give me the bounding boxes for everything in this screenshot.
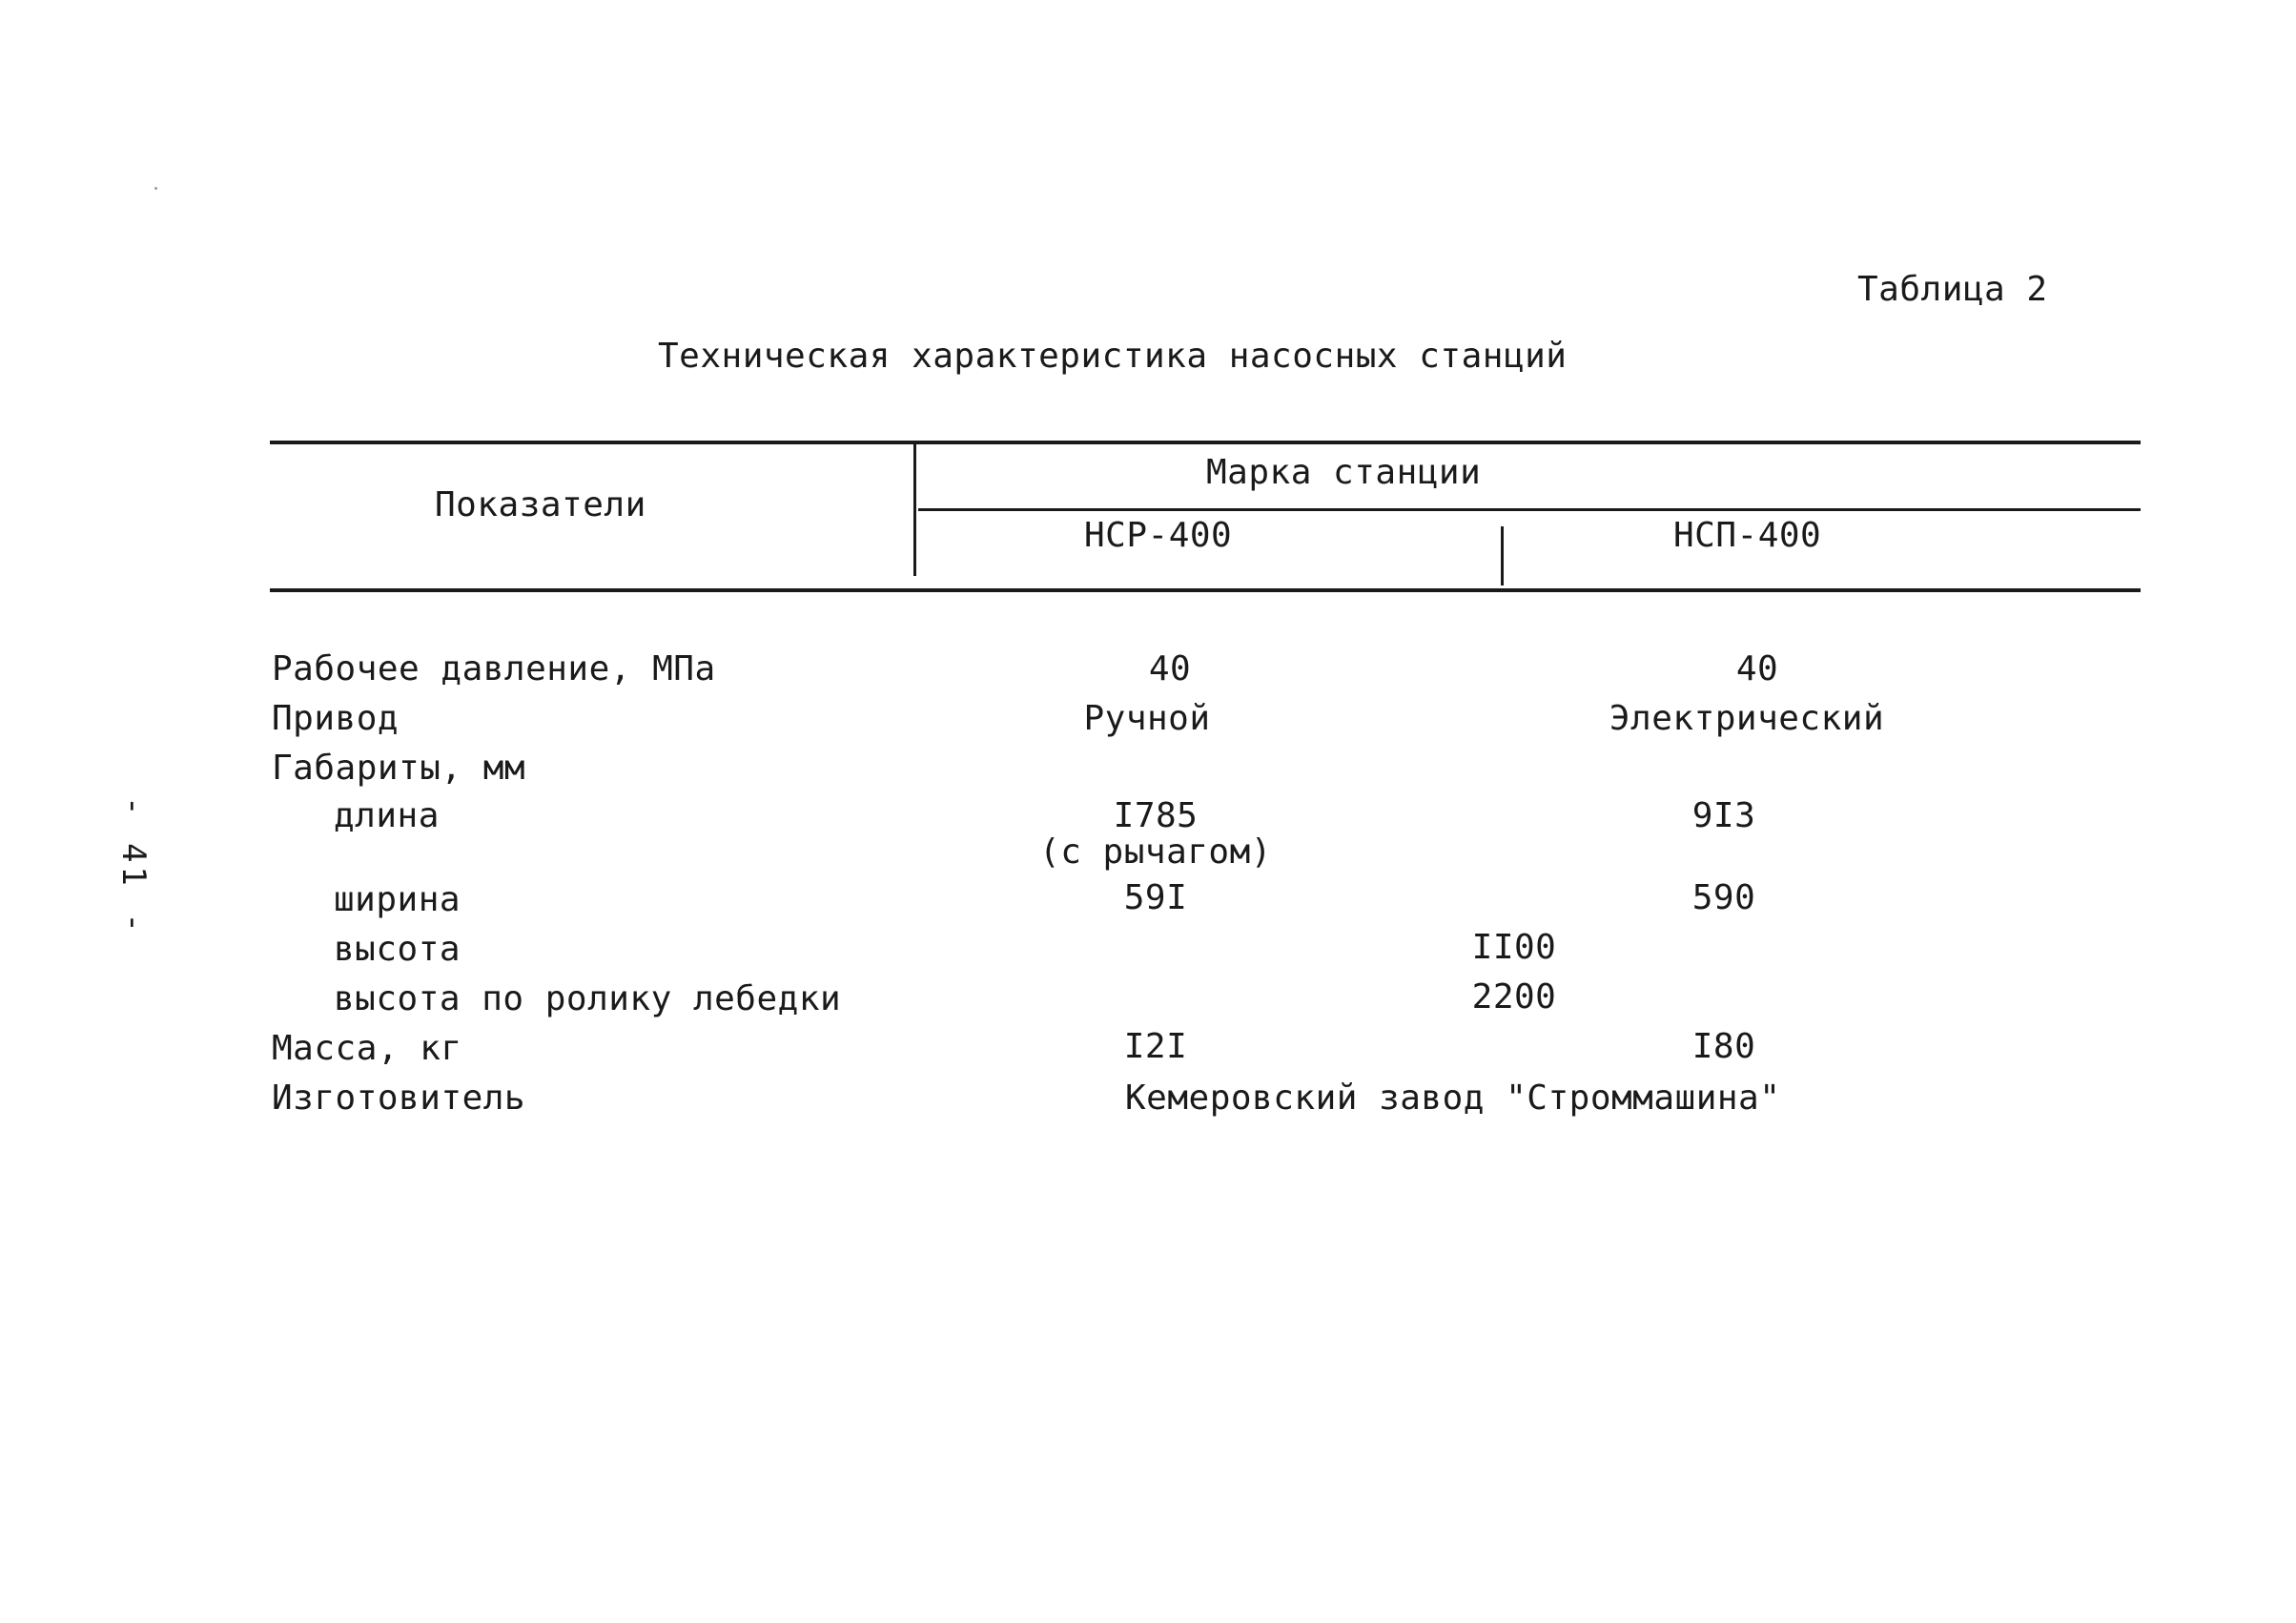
header-mid-rule: [918, 508, 2141, 511]
header-col-divider: [913, 442, 916, 576]
row-length-nsr: I785: [1113, 796, 1199, 835]
row-mass-nsp: I80: [1691, 1027, 1756, 1066]
row-label-pressure: Рабочее давление, МПа: [272, 649, 716, 688]
row-drive-nsp: Электрический: [1609, 699, 1885, 738]
row-pressure-nsr: 40: [1148, 649, 1192, 688]
row-label-mass: Масса, кг: [272, 1029, 462, 1068]
header-col-nsr400: НСР-400: [1084, 516, 1233, 555]
row-label-manufacturer: Изготовитель: [272, 1079, 526, 1118]
row-length-nsp: 9I3: [1691, 796, 1756, 835]
table-title: Техническая характеристика насосных станций: [658, 337, 1568, 376]
header-col-nsp400: НСП-400: [1673, 516, 1822, 555]
header-station-brand: Марка станции: [1206, 453, 1482, 492]
row-label-length: длина: [334, 796, 440, 835]
header-indicators: Показатели: [435, 485, 646, 524]
row-pressure-nsp: 40: [1735, 649, 1779, 688]
row-label-dimensions: Габариты, мм: [272, 749, 526, 788]
header-top-rule: [270, 441, 2141, 444]
row-width-nsp: 590: [1691, 878, 1756, 917]
row-height-roller-common: 2200: [1471, 977, 1557, 1017]
row-manufacturer-common: Кемеровский завод "Строммашина": [1125, 1079, 1781, 1118]
header-subcol-divider: [1501, 526, 1504, 586]
scan-speck: [154, 187, 157, 190]
row-drive-nsr: Ручной: [1083, 699, 1211, 738]
row-length-nsr-note: (с рычагом): [1039, 832, 1272, 872]
row-height-common: II00: [1471, 928, 1557, 967]
row-mass-nsr: I2I: [1123, 1027, 1188, 1066]
row-label-height-roller: высота по ролику лебедки: [334, 979, 842, 1018]
table-label: Таблица 2: [1857, 270, 2048, 309]
row-width-nsr: 59I: [1123, 878, 1188, 917]
row-label-height: высота: [334, 930, 461, 969]
header-bottom-rule: [270, 588, 2141, 592]
page-number: - 41 -: [114, 796, 153, 936]
row-label-width: ширина: [334, 880, 461, 919]
row-label-drive: Привод: [272, 699, 400, 738]
